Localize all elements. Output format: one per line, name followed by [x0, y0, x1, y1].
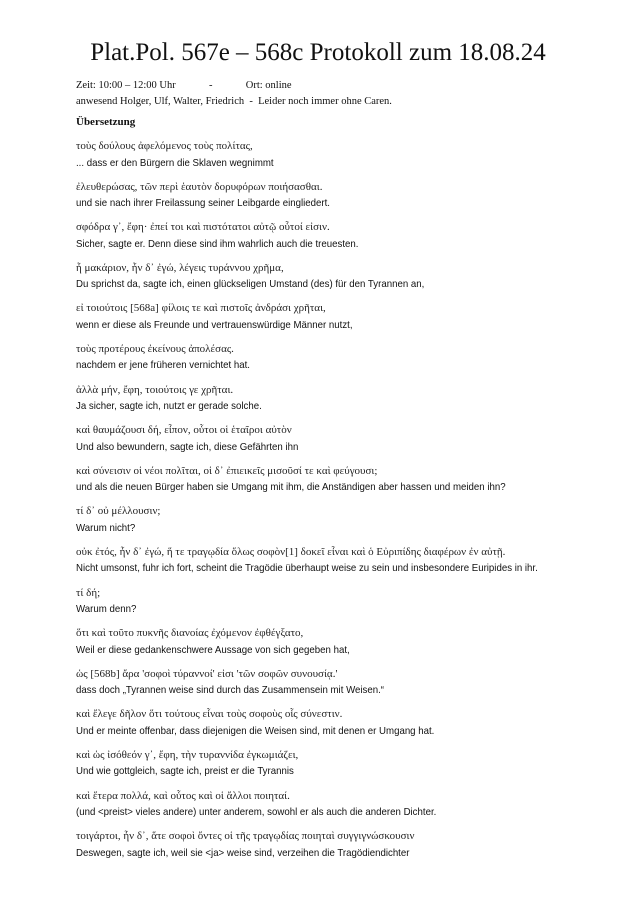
german-translation: Ja sicher, sagte ich, nutzt er gerade solche. [76, 400, 262, 413]
german-translation: und als die neuen Bürger haben sie Umgang mit ihm, die Anständigen aber hassen und meiden ihn? [76, 481, 506, 494]
passage-block [76, 503, 566, 536]
meta-time-location [76, 78, 392, 94]
greek-line: καὶ ὡς ἰσόθεόν γ᾽, ἔφη, τὴν τυραννίδα ἐγκωμιάζει, [76, 748, 299, 761]
greek-line: οὐκ ἐτός, ἦν δ᾽ ἐγώ, ἥ τε τραγῳδία ὅλως σοφὸν[1] δοκεῖ εἶναι καὶ ὁ Εὐριπίδης διαφέρων ἐν αὐτῇ. [76, 545, 506, 558]
passage-block [76, 260, 566, 293]
german-translation: dass doch „Tyrannen weise sind durch das Zusammensein mit Weisen.“ [76, 684, 385, 697]
passage-block [76, 463, 566, 496]
passage-block [76, 138, 566, 171]
meta-separator: - [209, 80, 213, 91]
passage-block [76, 747, 566, 780]
meta-attendees: anwesend Holger, Ulf, Walter, Friedrich - Leider noch immer ohne Caren. [76, 96, 392, 107]
greek-line: ἦ μακάριον, ἦν δ᾽ ἐγώ, λέγεις τυράννου χρῆμα, [76, 261, 284, 274]
passage-block [76, 422, 566, 455]
german-translation: Deswegen, sagte ich, weil sie <ja> weise sind, verzeihen die Tragödiendichter [76, 846, 410, 859]
greek-line: καὶ ἔλεγε δῆλον ὅτι τούτους εἶναι τοὺς σοφοὺς οἷς σύνεστιν. [76, 708, 343, 721]
greek-line: σφόδρα γ᾽, ἔφη· ἐπεί τοι καὶ πιστότατοι αὐτῷ οὗτοί εἰσιν. [76, 221, 330, 234]
passage-block [76, 341, 566, 374]
passage-block [76, 544, 566, 577]
german-translation: Warum denn? [76, 603, 137, 616]
document-title: Plat.Pol. 567e – 568c Protokoll zum 18.08.24 [90, 39, 546, 66]
german-translation: ... dass er den Bürgern die Sklaven wegnimmt [76, 156, 274, 169]
german-translation: Und also bewundern, sagte ich, diese Gefährten ihn [76, 440, 299, 453]
greek-line: ὅτι καὶ τοῦτο πυκνῆς διανοίας ἐχόμενον ἐφθέγξατο, [76, 627, 304, 640]
german-translation: Und er meinte offenbar, dass diejenigen die Weisen sind, mit denen er Umgang hat. [76, 724, 435, 737]
greek-line: ἐλευθερώσας, τῶν περὶ ἑαυτὸν δορυφόρων ποιήσασθαι. [76, 180, 323, 193]
greek-line: καὶ ἕτερα πολλά, καὶ οὗτος καὶ οἱ ἄλλοι ποιηταί. [76, 789, 290, 802]
german-translation: Und wie gottgleich, sagte ich, preist er die Tyrannis [76, 765, 294, 778]
passage-block [76, 828, 566, 861]
passage-block [76, 585, 566, 618]
german-translation: Weil er diese gedankenschwere Aussage von sich gegeben hat, [76, 643, 350, 656]
passage-block [76, 625, 566, 658]
german-translation: Sicher, sagte er. Denn diese sind ihm wahrlich auch die treuesten. [76, 237, 359, 250]
greek-line: τοὺς προτέρους ἐκείνους ἀπολέσας. [76, 342, 234, 355]
passage-block [76, 179, 566, 212]
greek-line: τί δή; [76, 586, 101, 599]
greek-line: καὶ σύνεισιν οἱ νέοι πολῖται, οἱ δ᾽ ἐπιεικεῖς μισοῦσί τε καὶ φεύγουσι; [76, 464, 378, 477]
greek-line: τί δ᾽ οὐ μέλλουσιν; [76, 505, 161, 518]
greek-line: καὶ θαυμάζουσι δή, εἶπον, οὗτοι οἱ ἑταῖροι αὐτὸν [76, 424, 292, 437]
german-translation: nachdem er jene früheren vernichtet hat. [76, 359, 250, 372]
meta-time: Zeit: 10:00 – 12:00 Uhr [76, 80, 176, 91]
greek-line: τοιγάρτοι, ἦν δ᾽, ἅτε σοφοὶ ὄντες οἱ τῆς τραγῳδίας ποιηταὶ συγγιγνώσκουσιν [76, 830, 415, 843]
greek-line: εἰ τοιούτοις [568a] φίλοις τε καὶ πιστοῖς ἀνδράσι χρῆται, [76, 302, 326, 315]
section-heading: Übersetzung [76, 116, 136, 128]
german-translation: und sie nach ihrer Freilassung seiner Leibgarde eingliedert. [76, 197, 331, 210]
passage-block [76, 666, 566, 699]
german-translation: (und <preist> vieles andere) unter anderem, sowohl er als auch die anderen Dichter. [76, 806, 437, 818]
german-translation: Du sprichst da, sagte ich, einen glückseligen Umstand (des) für den Tyrannen an, [76, 278, 425, 291]
german-translation: wenn er diese als Freunde und vertrauenswürdige Männer nutzt, [76, 318, 353, 331]
greek-line: ὡς [568b] ἄρα 'σοφοὶ τύραννοί' εἰσι 'τῶν σοφῶν συνουσίᾳ.' [76, 667, 338, 680]
passage-block [76, 706, 566, 739]
german-translation: Warum nicht? [76, 521, 136, 534]
meta-location: Ort: online [245, 80, 292, 91]
passage-block [76, 219, 566, 252]
meeting-meta [76, 78, 392, 110]
passage-block [76, 382, 566, 415]
greek-line: ἀλλὰ μήν, ἔφη, τοιούτοις γε χρῆται. [76, 383, 234, 396]
translation-passages [76, 138, 566, 869]
greek-line: τοὺς δούλους ἀφελόμενος τοὺς πολίτας, [76, 140, 253, 152]
passage-block [76, 300, 566, 333]
passage-block [76, 788, 566, 821]
german-translation: Nicht umsonst, fuhr ich fort, scheint die Tragödie überhaupt weise zu sein und insbesondere Euripides in ihr. [76, 562, 538, 575]
